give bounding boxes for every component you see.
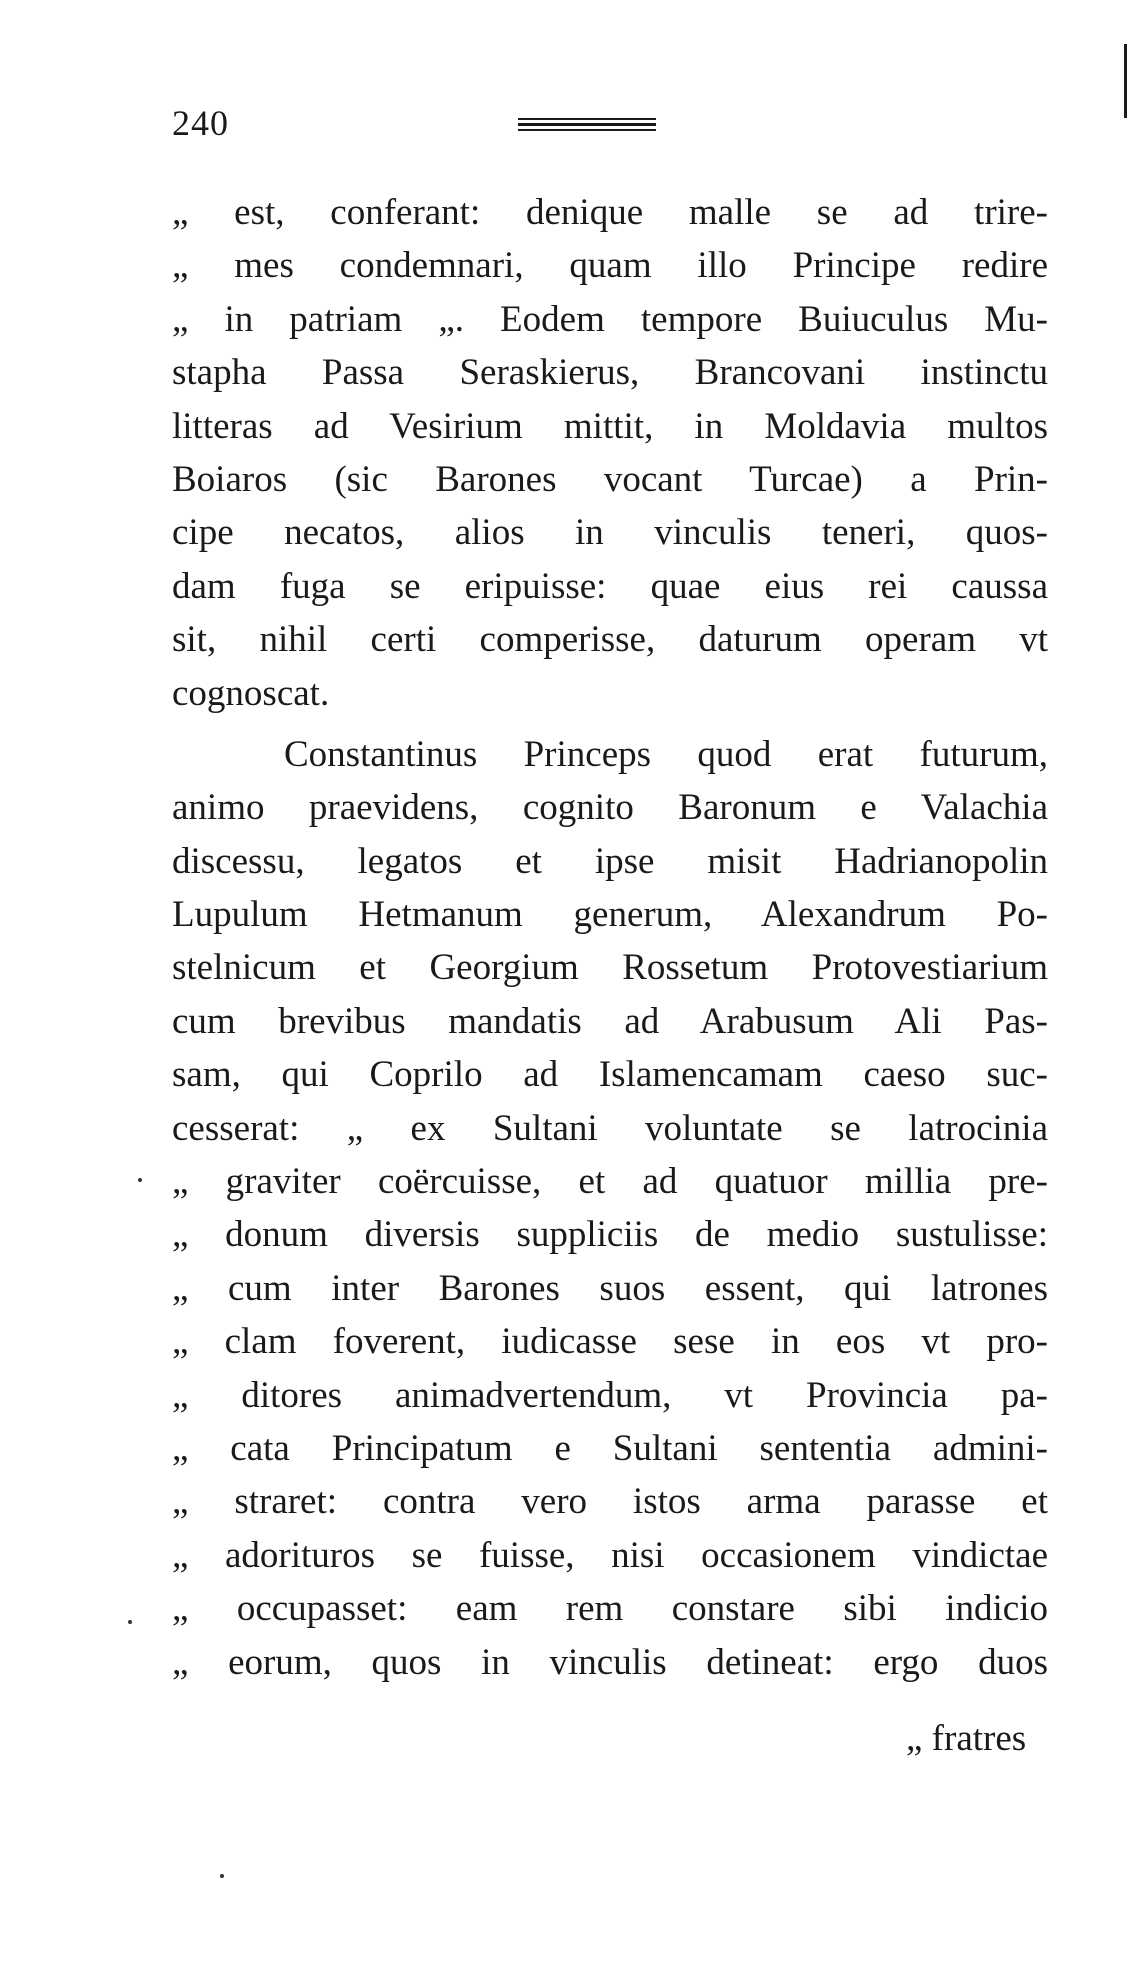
paper-speck xyxy=(128,1620,132,1624)
text-line: „ cum inter Barones suos essent, qui latrones xyxy=(172,1267,1048,1309)
text-line: „ graviter coërcuisse, et ad quatuor millia pre- xyxy=(172,1161,1048,1203)
text-line: Constantinus Princeps quod erat futurum, xyxy=(284,733,1048,775)
text-line: „ cata Principatum e Sultani sententia admini- xyxy=(172,1427,1048,1469)
text-line: „ est, conferant: denique malle se ad trire- xyxy=(172,192,1048,233)
text-line: „ in patriam „. Eodem tempore Buiuculus Mu- xyxy=(172,298,1048,340)
text-line: Boiaros (sic Barones vocant Turcae) a Prin- xyxy=(172,458,1048,500)
text-line: litteras ad Vesirium mittit, in Moldavia multos xyxy=(172,405,1048,447)
text-line: „ clam foverent, iudicasse sese in eos vt pro- xyxy=(172,1321,1048,1363)
text-line: „ mes condemnari, quam illo Principe redire xyxy=(172,245,1048,287)
text-line: animo praevidens, cognito Baronum e Valachia xyxy=(172,787,1048,829)
text-line: cum brevibus mandatis ad Arabusum Ali Pas- xyxy=(172,1000,1048,1042)
text-line: „ ditores animadvertendum, vt Provincia pa- xyxy=(172,1374,1048,1416)
text-line: cognoscat. xyxy=(172,672,330,714)
page-number: 240 xyxy=(172,103,229,143)
text-line: Lupulum Hetmanum generum, Alexandrum Po- xyxy=(172,894,1048,936)
body-text xyxy=(172,186,1048,1689)
catchword: „ fratres xyxy=(906,1718,1027,1759)
text-line: sam, qui Coprilo ad Islamencamam caeso suc- xyxy=(172,1054,1048,1096)
text-line: discessu, legatos et ipse misit Hadrianopolin xyxy=(172,840,1048,882)
text-line: „ occupasset: eam rem constare sibi indicio xyxy=(172,1588,1048,1630)
text-line: cipe necatos, alios in vinculis teneri, quos- xyxy=(172,512,1048,554)
text-line: cesserat: „ ex Sultani voluntate se latrocinia xyxy=(172,1107,1048,1149)
paper-speck xyxy=(220,1874,224,1878)
text-line: sit, nihil certi comperisse, daturum operam vt xyxy=(172,619,1048,661)
paper-speck xyxy=(138,1178,142,1182)
text-line: „ donum diversis suppliciis de medio sustulisse: xyxy=(172,1214,1048,1256)
margin-mark xyxy=(1124,44,1127,118)
text-line: „ eorum, quos in vinculis detineat: ergo duos xyxy=(172,1641,1048,1683)
text-line: „ adorituros se fuisse, nisi occasionem vindictae xyxy=(172,1534,1048,1576)
text-line: „ straret: contra vero istos arma parasse et xyxy=(172,1481,1048,1523)
text-line: stelnicum et Georgium Rossetum Protovestiarium xyxy=(172,947,1048,989)
text-line: stapha Passa Seraskierus, Brancovani instinctu xyxy=(172,352,1048,394)
header-rule xyxy=(518,118,656,131)
text-line: dam fuga se eripuisse: quae eius rei caussa xyxy=(172,565,1048,607)
